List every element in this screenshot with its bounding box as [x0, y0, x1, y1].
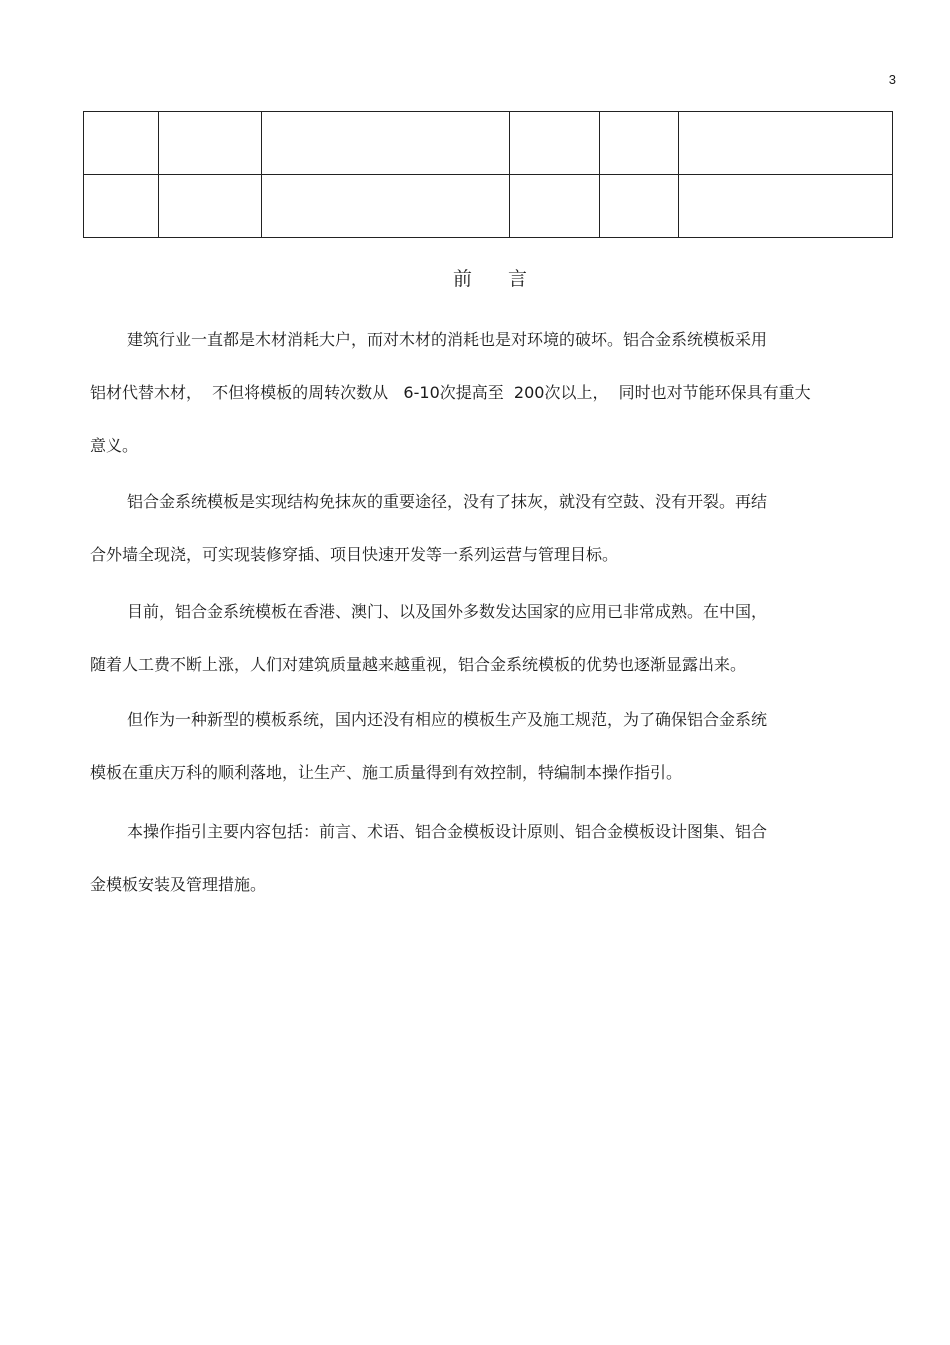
paragraph-line: 但作为一种新型的模板系统，国内还没有相应的模板生产及施工规范，为了确保铝合金系统: [127, 710, 768, 729]
table-cell: [159, 112, 262, 175]
section-title-char: 前: [452, 268, 472, 290]
paragraph-status: [90, 585, 890, 691]
paragraph-line: 金模板安装及管理措施。: [90, 875, 267, 894]
paragraph-purpose: [90, 693, 890, 799]
paragraph-line: 合外墙全现浇，可实现装修穿插、项目快速开发等一系列运营与管理目标。: [90, 545, 619, 564]
paragraph-line: 目前，铝合金系统模板在香港、澳门、以及国外多数发达国家的应用已非常成熟。在中国，: [127, 602, 768, 621]
table-row: [84, 175, 893, 238]
table-cell: [84, 112, 159, 175]
paragraph-line: 铝材代替木材， 不但将模板的周转次数从 6-10次提高至 200次以上， 同时也对节能环保具有重大: [90, 383, 811, 402]
table-cell: [262, 175, 510, 238]
paragraph-line: 建筑行业一直都是木材消耗大户，而对木材的消耗也是对环境的破坏。铝合金系统模板采用: [127, 330, 768, 349]
paragraph-line: 模板在重庆万科的顺利落地，让生产、施工质量得到有效控制，特编制本操作指引。: [90, 763, 683, 782]
table-cell: [262, 112, 510, 175]
table-cell: [510, 175, 600, 238]
section-title: [0, 264, 950, 291]
table-cell: [510, 112, 600, 175]
paragraph-line: 本操作指引主要内容包括：前言、术语、铝合金模板设计原则、铝合金模板设计图集、铝合: [127, 822, 768, 841]
paragraph-contents: [90, 805, 890, 911]
table-cell: [679, 112, 893, 175]
paragraph-intro: [90, 313, 890, 472]
table-cell: [679, 175, 893, 238]
table-cell: [159, 175, 262, 238]
paragraph-line: 铝合金系统模板是实现结构免抹灰的重要途径，没有了抹灰，就没有空鼓、没有开裂。再结: [127, 492, 768, 511]
table-cell: [84, 175, 159, 238]
table-cell: [600, 175, 679, 238]
paragraph-line: 意义。: [90, 436, 139, 455]
blank-header-table: [83, 111, 893, 238]
table-cell: [600, 112, 679, 175]
section-title-char: 言: [508, 268, 528, 290]
paragraph-significance: [90, 475, 890, 581]
table-row: [84, 112, 893, 175]
paragraph-line: 随着人工费不断上涨，人们对建筑质量越来越重视，铝合金系统模板的优势也逐渐显露出来。: [90, 655, 747, 674]
page-number: 3: [888, 72, 896, 87]
